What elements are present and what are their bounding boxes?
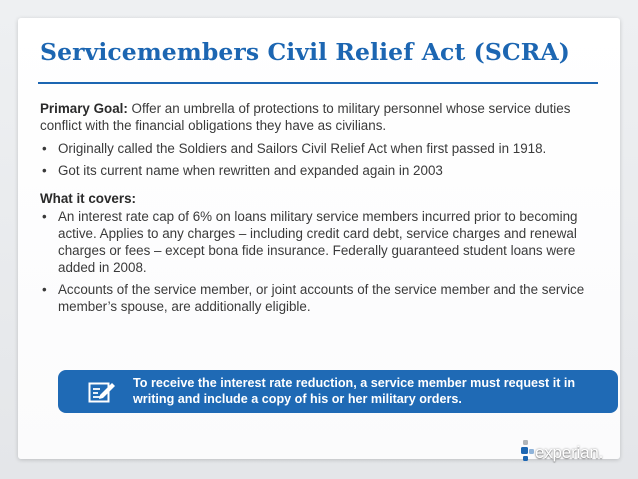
list-item <box>40 281 592 315</box>
edit-note-icon <box>88 380 116 404</box>
bullet-icon: • <box>42 163 47 178</box>
experian-logo <box>521 438 621 468</box>
bullet-icon: • <box>42 209 47 224</box>
primary-goal-paragraph <box>40 100 592 134</box>
covers-bullet-text: An interest rate cap of 6% on loans military service members incurred prior to becoming active. Applies to any charges – including credit card debt, service charges and renewal charges or fees – except bona fide insurance. Federally guaranteed student loans were added in 2008. <box>58 209 578 275</box>
list-item <box>40 140 592 157</box>
history-bullet-text: Originally called the Soldiers and Sailors Civil Relief Act when first passed in 1918. <box>58 141 547 156</box>
callout-text: To receive the interest rate reduction, a service member must request it in writing and include a copy of his or her military orders. <box>133 376 576 406</box>
logo-wordmark: experian. <box>535 443 604 462</box>
history-bullet-text: Got its current name when rewritten and expanded again in 2003 <box>58 163 443 178</box>
covers-list <box>40 208 592 315</box>
covers-heading: What it covers: <box>40 191 136 206</box>
content-card <box>18 18 620 462</box>
primary-goal-label: Primary Goal: <box>40 101 128 116</box>
title-divider <box>38 82 598 84</box>
history-list <box>40 140 592 179</box>
callout-box <box>58 370 618 413</box>
covers-bullet-text: Accounts of the service member, or joint accounts of the service member and the service member’s spouse, are additionally eligible. <box>58 282 585 314</box>
list-item <box>40 162 592 179</box>
slide-title: Servicemembers Civil Relief Act (SCRA) <box>40 38 570 66</box>
bullet-icon: • <box>42 282 47 297</box>
list-item <box>40 208 592 276</box>
bullet-icon: • <box>42 141 47 156</box>
slide-body <box>40 100 592 315</box>
primary-goal-text: Offer an umbrella of protections to military personnel whose service duties conflict with the financial obligations they have as civilians. <box>40 101 571 133</box>
